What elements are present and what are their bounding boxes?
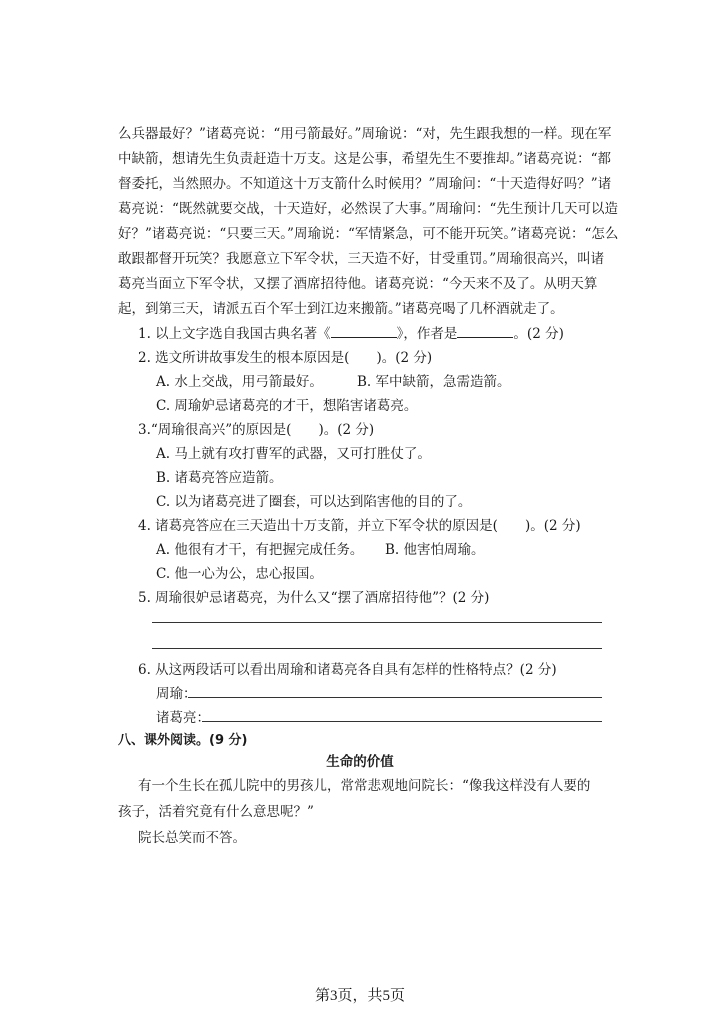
question-3-option-b[interactable]: B. 诸葛亮答应造箭。 [156, 470, 283, 486]
passage-line: 敢跟都督开玩笑？我愿意立下军令状，三天造不好，甘受重罚。”周瑜很高兴，叫诸 [118, 251, 605, 267]
question-1-part2: 》，作者是 [396, 326, 458, 342]
zhouyu-label: 周瑜： [156, 686, 197, 702]
question-1-part3: 。(2 分) [513, 326, 564, 342]
book-title-blank[interactable] [331, 337, 397, 338]
question-2-option-a[interactable]: A. 水上交战，用弓箭最好。 [156, 374, 323, 390]
section-8-heading: 八、课外阅读。(9 分) [118, 733, 248, 748]
question-2-option-b[interactable]: B. 军中缺箭，急需造箭。 [357, 374, 511, 390]
question-1 [138, 324, 564, 344]
answer-line[interactable] [152, 648, 602, 649]
question-2-option-c[interactable]: C. 周瑜妒忌诸葛亮的才干，想陷害诸葛亮。 [156, 398, 418, 414]
passage-line: 好？”诸葛亮说：“只要三天。”周瑜说：“军情紧急，可不能开玩笑。”诸葛亮说：“怎么 [118, 226, 619, 242]
passage-line: 么兵器最好？”诸葛亮说：“用弓箭最好。”周瑜说：“对，先生跟我想的一样。现在军 [118, 126, 612, 142]
answer-line[interactable] [152, 622, 602, 623]
zhouyu-answer-line[interactable] [188, 697, 602, 698]
question-2-stem: 2. 选文所讲故事发生的根本原因是( )。(2 分) [138, 350, 433, 366]
question-4-stem: 4. 诸葛亮答应在三天造出十万支箭，并立下军令状的原因是( )。(2 分) [138, 518, 581, 534]
reading-title: 生命的价值 [326, 754, 394, 770]
question-4-option-c[interactable]: C. 他一心为公，忠心报国。 [156, 566, 323, 582]
question-3-option-a[interactable]: A. 马上就有攻打曹军的武器，又可打胜仗了。 [156, 446, 431, 462]
reading-line: 院长总笑而不答。 [138, 830, 246, 846]
passage-line: 葛亮当面立下军令状，又摆了酒席招待他。诸葛亮说：“今天来不及了。从明天算 [118, 276, 598, 292]
reading-line: 有一个生长在孤儿院中的男孩儿，常常悲观地问院长：“像我这样没有人要的 [138, 778, 591, 794]
passage-line: 葛亮说：“既然就要交战，十天造好，必然误了大事。”周瑜问：“先生预计几天可以造 [118, 201, 618, 217]
passage-line: 中缺箭，想请先生负责赶造十万支。这是公事，希望先生不要推却。”诸葛亮说：“都 [118, 151, 612, 167]
question-6-stem: 6. 从这两段话可以看出周瑜和诸葛亮各自具有怎样的性格特点？(2 分) [138, 662, 557, 678]
passage-line: 督委托，当然照办。不知道这十万支箭什么时候用？”周瑜问：“十天造得好吗？”诸 [118, 176, 612, 192]
question-3-option-c[interactable]: C. 以为诸葛亮进了圈套，可以达到陷害他的目的了。 [156, 494, 472, 510]
zhuge-answer-line[interactable] [202, 721, 602, 722]
question-4-option-a[interactable]: A. 他很有才干，有把握完成任务。 [156, 542, 364, 558]
question-4-option-b[interactable]: B. 他害怕周瑜。 [385, 542, 485, 558]
question-3-stem: 3.“周瑜很高兴”的原因是( )。(2 分) [138, 422, 375, 438]
question-5-stem: 5. 周瑜很妒忌诸葛亮，为什么又“摆了酒席招待他”？(2 分) [138, 590, 490, 606]
author-blank[interactable] [457, 337, 513, 338]
passage-line: 起，到第三天，请派五百个军士到江边来搬箭。”诸葛亮喝了几杯酒就走了。 [118, 301, 564, 317]
zhuge-label: 诸葛亮： [156, 710, 210, 726]
page-number: 第3页，共5页 [314, 988, 405, 1004]
question-1-part1: 1. 以上文字选自我国古典名著《 [138, 326, 331, 342]
reading-line: 孩子，活着究竟有什么意思呢？” [118, 804, 314, 820]
